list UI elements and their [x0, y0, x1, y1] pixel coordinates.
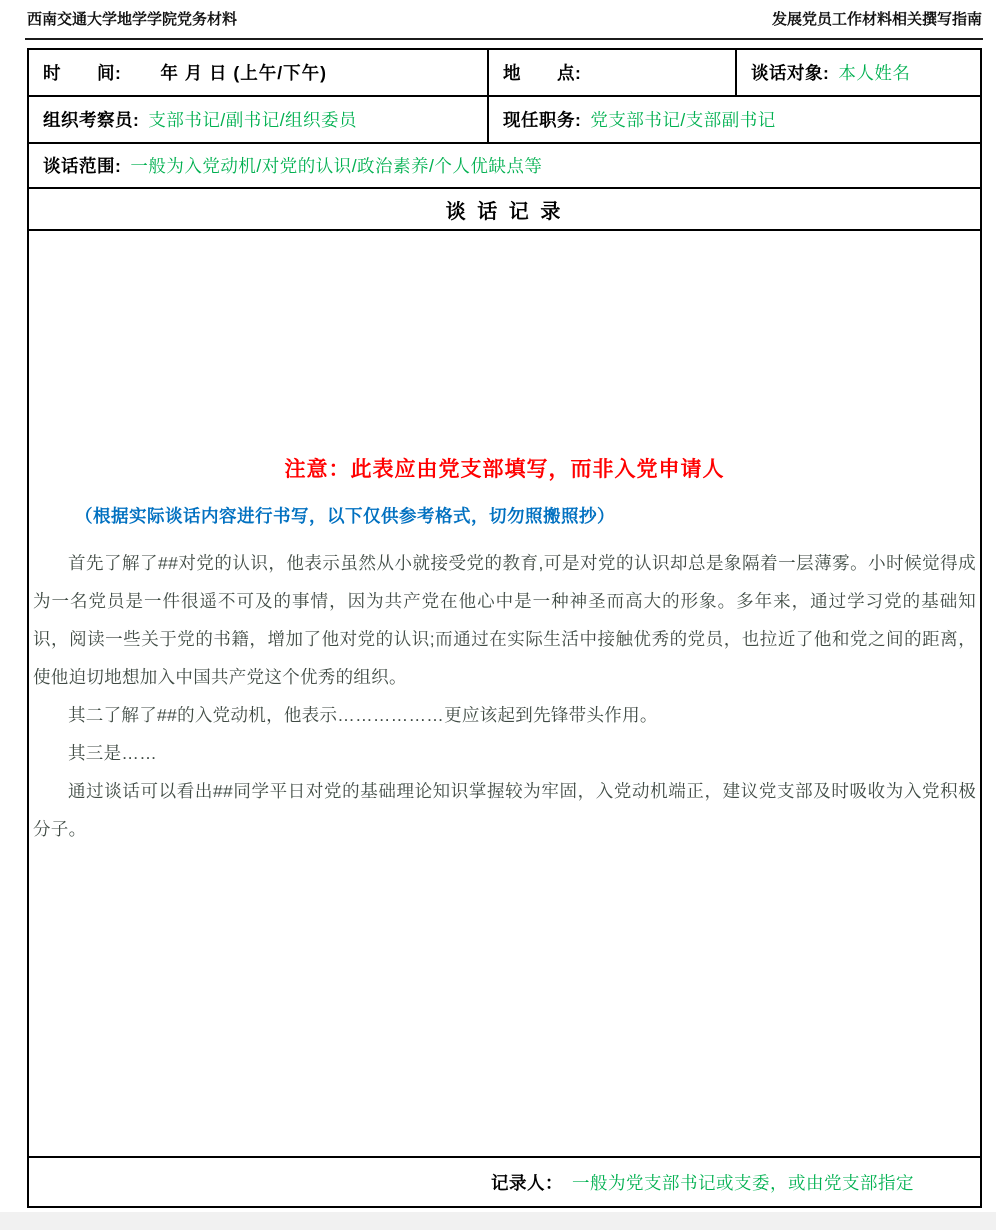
- record-paragraph-4: 通过谈话可以看出##同学平日对党的基础理论知识掌握较为牢固，入党动机端正，建议党支部及时吸收为入党积极分子。: [33, 781, 976, 839]
- examiner-value: 支部书记/副书记/组织委员: [148, 110, 358, 130]
- row-recorder: [29, 1158, 980, 1206]
- record-paragraph-1: 首先了解了##对党的认识，他表示虽然从小就接受党的教育,可是对党的认识却总是象隔着一层薄雾。小时候觉得成为一名党员是一件很遥不可及的事情，因为共产党在他心中是一种神圣而高大的形象。多年来，通过学习党的基础知识，阅读一些关于党的书籍，增加了他对党的认识;而通过在实际生活中接触优秀的党员，也拉近了他和党之间的距离，使他迫切地想加入中国共产党这个优秀的组织。: [33, 553, 976, 687]
- page-bottom-edge: [0, 1212, 996, 1230]
- scope-value: 一般为入党动机/对党的认识/政治素养/个人优缺点等: [130, 156, 543, 176]
- examiner-cell: [29, 97, 489, 142]
- header-left-text: 西南交通大学地学学院党务材料: [27, 10, 238, 28]
- location-label: 地 点:: [503, 63, 582, 83]
- target-cell: [737, 50, 980, 95]
- recorder-value: 一般为党支部书记或支委，或由党支部指定: [572, 1172, 914, 1193]
- record-content-cell: [29, 231, 980, 1158]
- row-examiner-position: [29, 97, 980, 144]
- warning-note-red: 注意：此表应由党支部填写，而非入党申请人: [284, 456, 725, 481]
- target-label: 谈话对象:: [751, 63, 830, 83]
- position-value: 党支部书记/支部副书记: [590, 110, 776, 130]
- location-cell: [489, 50, 737, 95]
- record-paragraph-2: 其二了解了##的入党动机，他表示………………更应该起到先锋带头作用。: [68, 705, 658, 725]
- scope-cell: [29, 144, 980, 187]
- scope-label: 谈话范围:: [43, 156, 122, 176]
- recorder-label: 记录人：: [491, 1172, 563, 1193]
- hint-note-blue: （根据实际谈话内容进行书写，以下仅供参考格式，切勿照搬照抄）: [75, 506, 615, 526]
- row-record-title: [29, 189, 980, 231]
- record-title: 谈 话 记 录: [445, 200, 564, 223]
- record-paragraph-3: 其三是……: [68, 743, 157, 763]
- position-label: 现任职务:: [503, 110, 582, 130]
- target-value: 本人姓名: [838, 63, 911, 83]
- header-right-text: 发展党员工作材料相关撰写指南: [771, 10, 982, 28]
- record-paragraphs: [33, 544, 976, 848]
- time-cell: [29, 50, 489, 95]
- time-label: 时 间:: [43, 63, 122, 83]
- time-value: 年 月 日 (上午/下午): [160, 63, 327, 83]
- header-divider: [25, 38, 983, 40]
- page-header: [27, 8, 982, 29]
- conversation-form-table: [27, 48, 982, 1208]
- position-cell: [489, 97, 980, 142]
- row-time-location-target: [29, 50, 980, 97]
- examiner-label: 组织考察员:: [43, 110, 140, 130]
- row-scope: [29, 144, 980, 189]
